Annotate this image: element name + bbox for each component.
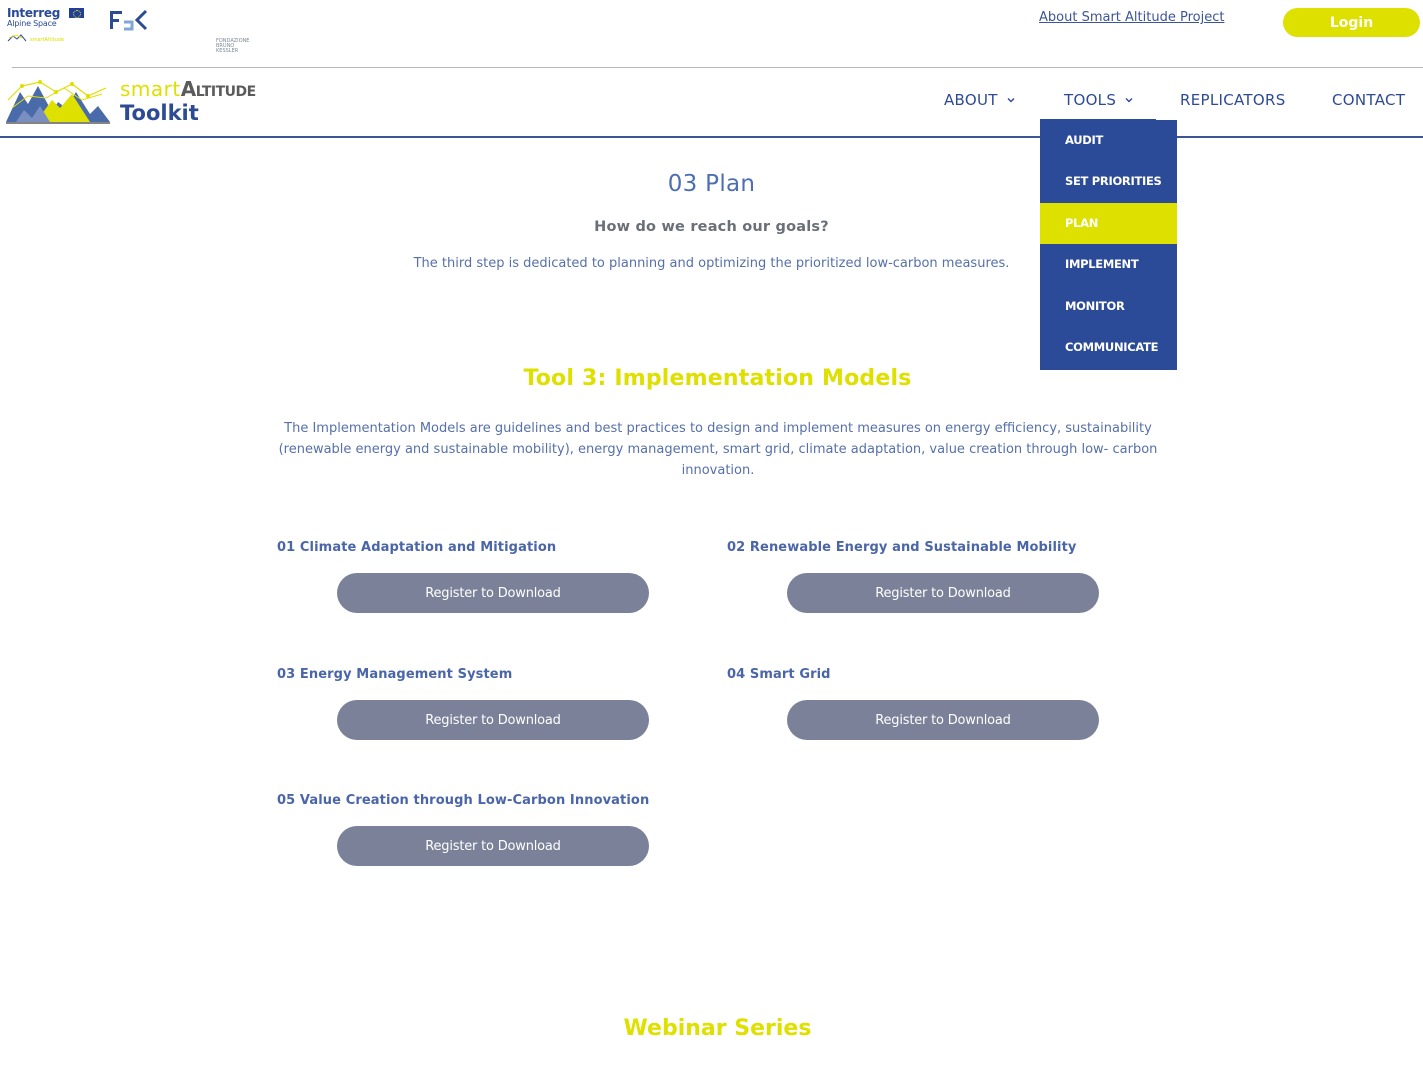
fbk-caption (216, 39, 249, 54)
smartaltitude-mini-logo (7, 33, 67, 43)
nav-contact-label: CONTACT (1332, 91, 1406, 109)
plan-title: 03 Plan (667, 171, 756, 197)
fbk-mark-icon (110, 8, 156, 36)
brand-smart-word: smart (120, 77, 181, 101)
nav-replicators-label: REPLICATORS (1180, 91, 1286, 109)
chevron-down-icon (1124, 95, 1134, 105)
nav-about[interactable] (944, 91, 1016, 109)
plan-subtitle: How do we reach our goals? (594, 219, 829, 235)
main-header (0, 68, 1423, 138)
nav-replicators[interactable] (1180, 91, 1286, 109)
register-download-button[interactable]: Register to Download (787, 700, 1099, 740)
dropdown-item-plan[interactable]: PLAN (1040, 203, 1177, 244)
dropdown-item-implement[interactable]: IMPLEMENT (1065, 257, 1139, 271)
dropdown-item-communicate[interactable]: COMMUNICATE (1065, 340, 1159, 354)
register-download-button[interactable]: Register to Download (337, 573, 649, 613)
dropdown-item-audit[interactable]: AUDIT (1065, 133, 1104, 147)
model-title: 02 Renewable Energy and Sustainable Mobility (727, 540, 1077, 555)
webinar-title: Webinar Series (623, 1016, 812, 1041)
dropdown-item-set-priorities[interactable]: SET PRIORITIES (1065, 174, 1162, 188)
main-nav (0, 68, 1423, 136)
nav-tools-label: TOOLS (1064, 91, 1117, 109)
nav-about-label: ABOUT (944, 91, 998, 109)
chevron-down-icon (1006, 95, 1016, 105)
interreg-logo-program: Alpine Space (7, 19, 57, 28)
about-project-link[interactable]: About Smart Altitude Project (1039, 10, 1225, 25)
brand-toolkit-word: Toolkit (120, 101, 199, 125)
model-title: 01 Climate Adaptation and Mitigation (277, 540, 557, 555)
nav-contact[interactable] (1332, 91, 1405, 109)
model-title: 05 Value Creation through Low-Carbon Innovation (277, 793, 650, 808)
fbk-caption-line2: BRUNO KESSLER (216, 43, 239, 54)
register-download-button[interactable]: Register to Download (337, 826, 649, 866)
plan-description: The third step is dedicated to planning and optimizing the prioritized low-carbon measures. (413, 256, 1010, 271)
tool-description: The Implementation Models are guidelines and best practices to design and implement measures on energy efficiency, sustainability (renewable energy and sustainable mobility), energy management, smart grid, climate adaptation, value creation through low- carbon innovation. (278, 421, 1158, 478)
fbk-caption-line1: FONDAZIONE (216, 38, 250, 44)
interreg-logo-name: Interreg (7, 6, 61, 20)
interreg-logo[interactable] (6, 6, 90, 46)
register-download-button[interactable]: Register to Download (337, 700, 649, 740)
fbk-logo[interactable] (110, 8, 250, 54)
dropdown-item-monitor[interactable]: MONITOR (1065, 299, 1125, 313)
model-title: 03 Energy Management System (277, 667, 513, 682)
nav-tools[interactable] (1064, 91, 1134, 109)
tools-dropdown-menu (1040, 120, 1177, 370)
model-title: 04 Smart Grid (727, 667, 831, 682)
login-button[interactable]: Login (1283, 8, 1420, 37)
register-download-button[interactable]: Register to Download (787, 573, 1099, 613)
top-strip (0, 0, 1423, 68)
tool-title: Tool 3: Implementation Models (523, 366, 912, 391)
brand-altitude-word: Altitude (180, 77, 256, 101)
eu-flag-icon (69, 8, 84, 18)
smartaltitude-mini-word: smartAltitude (30, 37, 65, 43)
